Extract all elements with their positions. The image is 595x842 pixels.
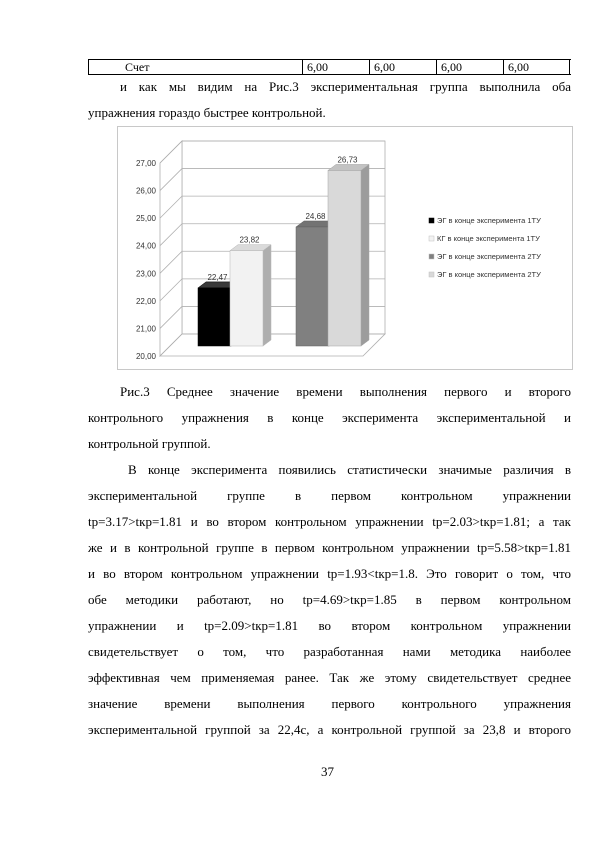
- y-tick-label: 27,00: [135, 159, 156, 168]
- text-line: же и в контрольной группе в первом контрольном упражнении tр=5.58>tкр=1.81: [88, 540, 571, 555]
- legend-swatch: [429, 272, 434, 277]
- text-line: tр=3.17>tкр=1.81 и во втором контрольном упражнении tр=2.03>tкр=1.81; а так: [88, 514, 571, 529]
- table-cell-value: 6,00: [302, 60, 369, 74]
- chart-side-wall: [160, 141, 182, 356]
- text-line: экспериментальной группе в первом контрольном упражнении: [88, 488, 571, 503]
- text-line: и во втором контрольном упражнении tр=1.93<tкр=1.8. Это говорит о том, что: [88, 566, 571, 581]
- data-label: 22,47: [207, 272, 228, 282]
- data-label: 23,82: [239, 235, 260, 245]
- legend-label: ЭГ в конце эксперимента 1ТУ: [437, 216, 541, 225]
- page-number: 37: [321, 764, 334, 779]
- text-line: обе методики работают, но tр=4.69>tкр=1.85 в первом контрольном: [88, 592, 571, 607]
- text-line: свидетельствует о том, что разработанная нами методика наиболее: [88, 644, 571, 659]
- table-cell-value: 6,00: [503, 60, 570, 74]
- y-tick-label: 21,00: [135, 324, 156, 334]
- table-cell-value: 6,00: [369, 60, 436, 74]
- text-line: и как мы видим на Рис.3 экспериментальная группа выполнила оба: [120, 79, 571, 94]
- figure-caption: [88, 379, 571, 457]
- score-table-row: [88, 59, 571, 75]
- legend-swatch: [429, 218, 434, 223]
- legend-label: ЭГ в конце эксперимента 2ТУ: [437, 270, 541, 279]
- legend-swatch: [429, 254, 434, 259]
- table-cell-value: 6,00: [436, 60, 503, 74]
- intro-paragraph: [88, 74, 571, 126]
- y-tick-label: 24,00: [135, 241, 156, 251]
- caption-line: контрольного упражнения в конце эксперимента экспериментальной и: [88, 410, 571, 425]
- data-label: 24,68: [305, 211, 326, 221]
- legend-label: ЭГ в конце эксперимента 2ТУ: [437, 252, 541, 261]
- y-tick-label: 22,00: [135, 296, 156, 306]
- bar: [296, 227, 329, 346]
- legend-swatch: [429, 236, 434, 241]
- text-line: упражнения гораздо быстрее контрольной.: [88, 105, 326, 120]
- text-line: значение времени выполнения первого контрольного упражнения: [88, 696, 571, 711]
- legend-label: КГ в конце эксперимента 1ТУ: [437, 234, 540, 243]
- y-tick-label: 25,00: [135, 214, 156, 224]
- text-line: экспериментальной группой за 22,4с, а контрольной группой за 23,8 и второго: [88, 722, 571, 737]
- bar-side: [361, 164, 369, 346]
- bar: [230, 251, 263, 346]
- bar: [328, 170, 361, 346]
- data-label: 26,73: [337, 155, 358, 165]
- text-line: упражнении и tр=2.09>tкр=1.81 во втором контрольном упражнении: [88, 618, 571, 633]
- bar-chart: [117, 126, 573, 370]
- bar-side: [263, 245, 271, 346]
- bar: [198, 288, 231, 346]
- table-cell-label: Счет: [88, 60, 302, 74]
- caption-line: контрольной группой.: [88, 436, 211, 451]
- body-paragraph: [88, 457, 571, 743]
- chart-canvas: [118, 127, 574, 371]
- y-tick-label: 23,00: [135, 269, 156, 279]
- y-tick-label: 26,00: [135, 186, 156, 196]
- y-tick-label: 20,00: [135, 352, 156, 361]
- text-line: эффективная чем применяемая ранее. Так же этому свидетельствует среднее: [88, 670, 571, 685]
- text-line: В конце эксперимента появились статистически значимые различия в: [128, 462, 571, 477]
- caption-line: Рис.3 Среднее значение времени выполнения первого и второго: [120, 384, 571, 399]
